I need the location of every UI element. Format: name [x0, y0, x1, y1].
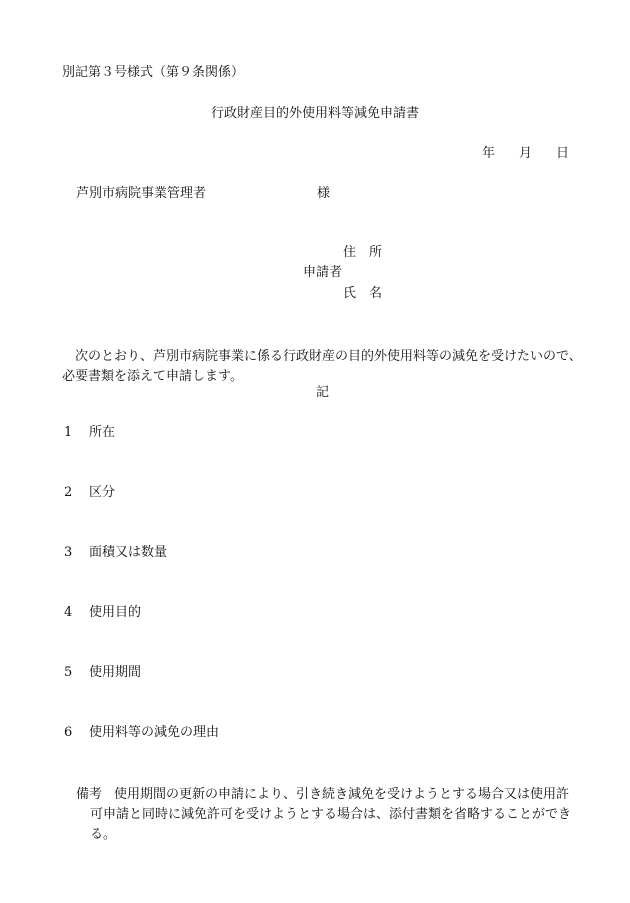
item-classification: [64, 486, 115, 499]
item-number: 6: [64, 725, 73, 740]
item-area-or-quantity: [64, 546, 167, 559]
item-number: 2: [64, 485, 73, 500]
date-year-label: 年: [482, 146, 496, 161]
date-month-label: 月: [519, 146, 533, 161]
item-label: 使用目的: [89, 605, 142, 620]
body-text-line-2: 必要書類を添えて申請します。: [62, 369, 243, 384]
applicant-label: 申請者: [303, 265, 343, 280]
item-number: 3: [64, 545, 73, 560]
remarks-heading: 備考: [76, 787, 103, 802]
addressee: 芦別市病院事業管理者: [76, 186, 207, 201]
item-label: 所在: [89, 425, 116, 440]
body-text-line-1: 次のとおり、芦別市病院事業に係る行政財産の目的外使用料等の減免を受けたいので、: [75, 349, 582, 364]
body-text: [62, 347, 592, 387]
date-day-label: 日: [556, 146, 570, 161]
document-title: 行政財産目的外使用料等減免申請書: [210, 106, 419, 121]
item-reason-for-reduction: [64, 726, 219, 739]
remarks-line-3: る。: [90, 827, 117, 842]
applicant-address-label: 住 所: [343, 245, 383, 260]
date-line: [482, 147, 569, 160]
addressee-honorific: 様: [317, 186, 331, 201]
item-number: 5: [64, 665, 73, 680]
item-label: 区分: [89, 485, 116, 500]
remarks: [76, 785, 586, 845]
applicant-name-label: 氏 名: [343, 286, 383, 301]
item-label: 使用期間: [89, 665, 142, 680]
item-label: 面積又は数量: [89, 545, 168, 560]
item-period-of-use: [64, 666, 141, 679]
form-number: 別記第３号様式（第９条関係）: [62, 65, 245, 80]
ki-heading: 記: [316, 385, 330, 400]
remarks-line-1: [76, 785, 586, 805]
item-number: 1: [64, 425, 73, 440]
item-number: 4: [64, 605, 73, 620]
item-label: 使用料等の減免の理由: [89, 725, 220, 740]
remarks-text-1: 使用期間の更新の申請により、引き続き減免を受けようとする場合又は使用許: [114, 787, 570, 802]
item-purpose-of-use: [64, 606, 141, 619]
remarks-line-2: 可申請と同時に減免許可を受けようとする場合は、添付書類を省略することができ: [90, 807, 572, 822]
item-location: [64, 426, 115, 439]
